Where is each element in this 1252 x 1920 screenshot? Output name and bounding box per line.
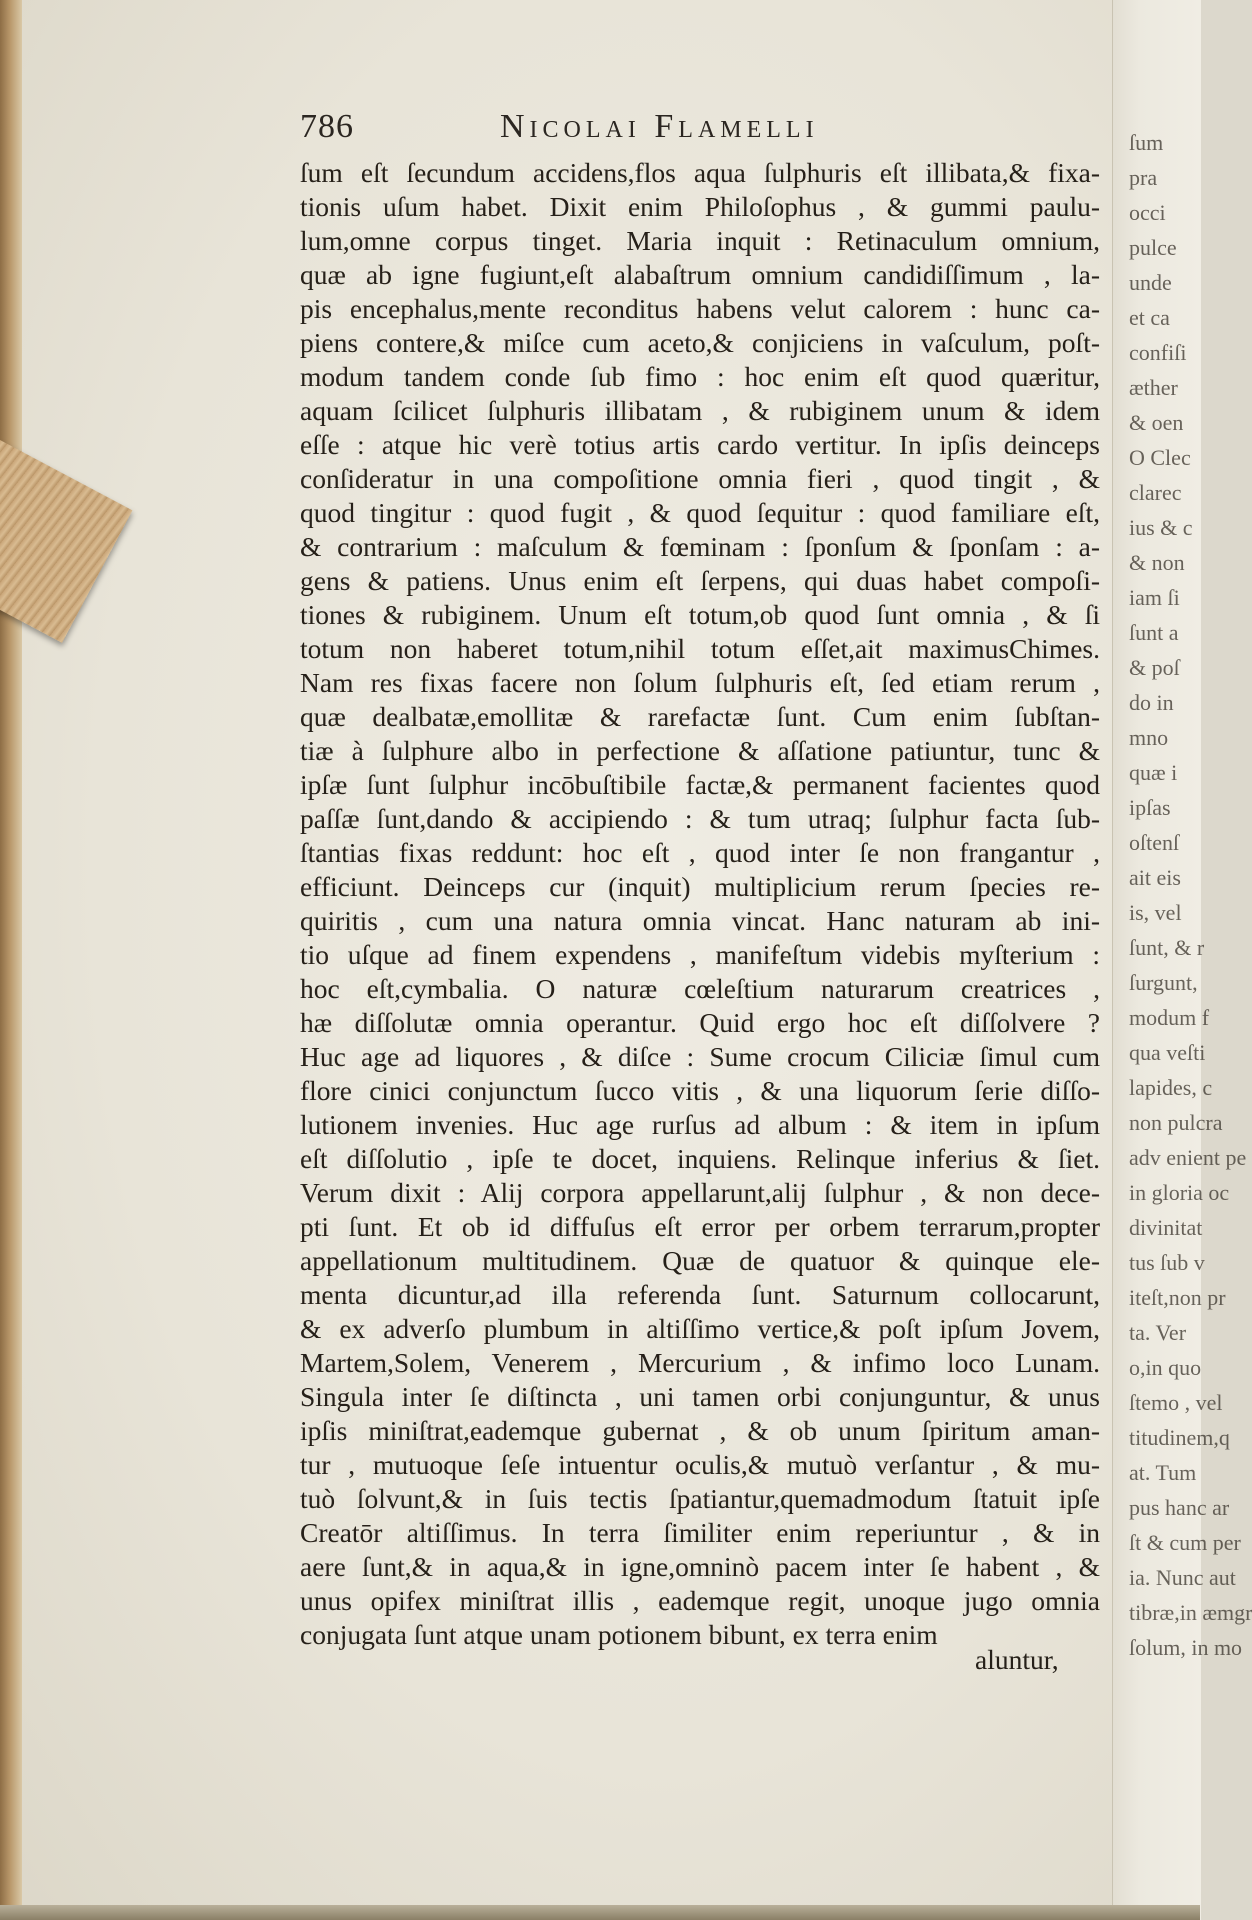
- text-line: menta dicuntur,ad illa referenda ſunt. Saturnum collocarunt,: [300, 1279, 1100, 1310]
- facing-page-fragment: ait eis: [1129, 865, 1181, 890]
- facing-page-fragment: divinitat: [1129, 1215, 1203, 1240]
- facing-page-fragment: & non: [1129, 550, 1185, 575]
- text-line: tionis uſum habet. Dixit enim Philoſophus , & gummi paulu-: [300, 191, 1100, 222]
- facing-page-fragment: quæ i: [1129, 760, 1178, 785]
- text-line: Nam res fixas facere non ſolum ſulphuris eſt, ſed etiam rerum ,: [300, 667, 1100, 698]
- facing-page-fragment: clarec: [1129, 480, 1182, 505]
- facing-page-fragment: tibræ,in æmgr: [1129, 1600, 1252, 1625]
- text-line: pti ſunt. Et ob id diffuſus eſt error per orbem terrarum,propter: [300, 1211, 1100, 1242]
- text-line: ſtantias fixas reddunt: hoc eſt , quod inter ſe non frangantur ,: [300, 837, 1100, 868]
- text-line: tuò ſolvunt,& in ſuis tectis ſpatiantur,quemadmodum ſtatuit ipſe: [300, 1483, 1100, 1514]
- book-spine: [0, 0, 22, 1920]
- text-line: Singula inter ſe diſtincta , uni tamen orbi conjunguntur, & unus: [300, 1381, 1100, 1412]
- text-line: lutionem invenies. Huc age rurſus ad album : & item in ipſum: [300, 1109, 1100, 1140]
- facing-page-fragment: oſtenſ: [1129, 830, 1180, 855]
- facing-page-fragment: O Clec: [1129, 445, 1191, 470]
- page-header: [300, 108, 1095, 152]
- body-text: [300, 156, 1100, 1652]
- text-line: ipſæ ſunt ſulphur incōbuſtibile factæ,& permanent facientes quod: [300, 769, 1100, 800]
- text-line: paſſæ ſunt,dando & accipiendo : & tum utraq; ſulphur facta ſub-: [300, 803, 1100, 834]
- text-line: hoc eſt,cymbalia. O naturæ cœleſtium naturarum creatrices ,: [300, 973, 1100, 1004]
- facing-page-fragment: & oen: [1129, 410, 1184, 435]
- text-line: Creatōr altiſſimus. In terra ſimiliter enim reperiuntur , & in: [300, 1517, 1100, 1548]
- facing-page-fragment: do in: [1129, 690, 1174, 715]
- facing-page-fragment: lapides, c: [1129, 1075, 1213, 1100]
- running-head: Nicolai Flamelli: [500, 108, 819, 145]
- facing-page-fragment: occi: [1129, 200, 1166, 225]
- facing-page-fragment: at. Tum: [1129, 1460, 1197, 1485]
- text-line: pis encephalus,mente reconditus habens velut calorem : hunc ca-: [300, 293, 1100, 324]
- facing-page-fragment: mno: [1129, 725, 1169, 750]
- text-line: unus opifex miniſtrat illis , eademque regit, unoque jugo omnia: [300, 1585, 1100, 1616]
- text-line: aquam ſcilicet ſulphuris illibatam , & rubiginem unum & idem: [300, 395, 1100, 426]
- text-line: lum,omne corpus tinget. Maria inquit : Retinaculum omnium,: [300, 225, 1100, 256]
- facing-page-fragment: et ca: [1129, 305, 1170, 330]
- facing-page-fragment: in gloria oc: [1129, 1180, 1230, 1205]
- facing-page-fragment: ta. Ver: [1129, 1320, 1187, 1345]
- facing-page-fragment: iteſt,non pr: [1129, 1285, 1226, 1310]
- facing-page-fragment: pus hanc ar: [1129, 1495, 1230, 1520]
- text-line: conſideratur in una compoſitione omnia fieri , quod tingit , &: [300, 463, 1100, 494]
- text-line: totum non haberet totum,nihil totum eſſet,ait maximusChimes.: [300, 633, 1100, 664]
- text-line: tiones & rubiginem. Unum eſt totum,ob quod ſunt omnia , & ſi: [300, 599, 1100, 630]
- facing-page-fragment: ſolum, in mo: [1129, 1635, 1243, 1660]
- facing-page-fragment: ſum: [1129, 130, 1164, 155]
- facing-page-fragment: iam ſi: [1129, 585, 1180, 610]
- facing-page-fragment: & poſ: [1129, 655, 1180, 680]
- text-line: eſſe : atque hic verè totius artis cardo vertitur. In ipſis deinceps: [300, 429, 1100, 460]
- facing-page-fragment: qua veſti: [1129, 1040, 1206, 1065]
- facing-page-fragment: ius & c: [1129, 515, 1193, 540]
- text-line: piens contere,& miſce cum aceto,& conjiciens in vaſculum, poſt-: [300, 327, 1100, 358]
- text-line: & contrarium : maſculum & fœminam : ſponſum & ſponſam : a-: [300, 531, 1100, 562]
- page-bottom-edge: [0, 1905, 1200, 1920]
- facing-page-fragment: adv enient pe: [1129, 1145, 1247, 1170]
- text-line: quiritis , cum una natura omnia vincat. Hanc naturam ab ini-: [300, 905, 1100, 936]
- facing-page-fragment: æther: [1129, 375, 1178, 400]
- text-line: modum tandem conde ſub fimo : hoc enim eſt quod quæritur,: [300, 361, 1100, 392]
- facing-page-fragment: ſt & cum per: [1129, 1530, 1241, 1555]
- facing-page-fragment: ſunt a: [1129, 620, 1179, 645]
- text-line: aere ſunt,& in aqua,& in igne,omninò pacem inter ſe habent , &: [300, 1551, 1100, 1582]
- text-line: tio uſque ad finem expendens , manifeſtum videbis myſterium :: [300, 939, 1100, 970]
- facing-page-fragment: unde: [1129, 270, 1172, 295]
- facing-page-fragment: tus ſub v: [1129, 1250, 1205, 1275]
- text-line: conjugata ſunt atque unam potionem bibunt, ex terra enim: [300, 1619, 938, 1650]
- facing-page-fragment: ia. Nunc aut: [1129, 1565, 1236, 1590]
- text-line: & ex adverſo plumbum in altiſſimo vertice,& poſt ipſum Jovem,: [300, 1313, 1100, 1344]
- text-line: tur , mutuoque ſeſe intuentur oculis,& mutuò verſantur , & mu-: [300, 1449, 1100, 1480]
- text-line: Verum dixit : Alij corpora appellarunt,alij ſulphur , & non dece-: [300, 1177, 1100, 1208]
- text-line: quæ ab igne fugiunt,eſt alabaſtrum omnium candidiſſimum , la-: [300, 259, 1100, 290]
- text-line: hæ diſſolutæ omnia operantur. Quid ergo hoc eſt diſſolvere ?: [300, 1007, 1100, 1038]
- text-line: appellationum multitudinem. Quæ de quatuor & quinque ele-: [300, 1245, 1100, 1276]
- facing-page-fragment: modum f: [1129, 1005, 1210, 1030]
- facing-page-fragment: ſurgunt,: [1129, 970, 1198, 995]
- text-line: tiæ à ſulphure albo in perfectione & aſſatione patiuntur, tunc &: [300, 735, 1100, 766]
- text-line: quod tingitur : quod fugit , & quod ſequitur : quod familiare eſt,: [300, 497, 1100, 528]
- facing-page-edge: [1112, 0, 1252, 1920]
- facing-page-fragment: o,in quo: [1129, 1355, 1202, 1380]
- facing-page-fragment: ſunt, & r: [1129, 935, 1205, 960]
- binding-tape: [0, 440, 132, 643]
- text-line: efficiunt. Deinceps cur (inquit) multiplicium rerum ſpecies re-: [300, 871, 1100, 902]
- facing-page-fragment: non pulcra: [1129, 1110, 1223, 1135]
- text-line: ſum eſt ſecundum accidens,flos aqua ſulphuris eſt illibata,& fixa-: [300, 157, 1100, 188]
- page-number: 786: [300, 108, 354, 145]
- text-line: Martem,Solem, Venerem , Mercurium , & infimo loco Lunam.: [300, 1347, 1100, 1378]
- facing-page-fragment: ſtemo , vel: [1129, 1390, 1223, 1415]
- facing-page-fragment: pulce: [1129, 235, 1177, 260]
- text-line: ipſis miniſtrat,eademque gubernat , & ob unum ſpiritum aman-: [300, 1415, 1100, 1446]
- facing-page-fragment: confiſi: [1129, 340, 1187, 365]
- facing-page-fragment: ipſas: [1129, 795, 1171, 820]
- text-line: quæ dealbatæ,emollitæ & rarefactæ ſunt. Cum enim ſubſtan-: [300, 701, 1100, 732]
- text-line: gens & patiens. Unus enim eſt ſerpens, qui duas habet compoſi-: [300, 565, 1100, 596]
- catchword: aluntur,: [975, 1644, 1059, 1675]
- text-line: Huc age ad liquores , & diſce : Sume crocum Ciliciæ ſimul cum: [300, 1041, 1100, 1072]
- facing-page-fragment: pra: [1129, 165, 1158, 190]
- facing-page-fragment: is, vel: [1129, 900, 1182, 925]
- text-line: eſt diſſolutio , ipſe te docet, inquiens. Relinque inferius & ſiet.: [300, 1143, 1100, 1174]
- facing-page-fragment: titudinem,q: [1129, 1425, 1230, 1450]
- text-line: flore cinici conjunctum ſucco vitis , & una liquorum ſerie diſſo-: [300, 1075, 1100, 1106]
